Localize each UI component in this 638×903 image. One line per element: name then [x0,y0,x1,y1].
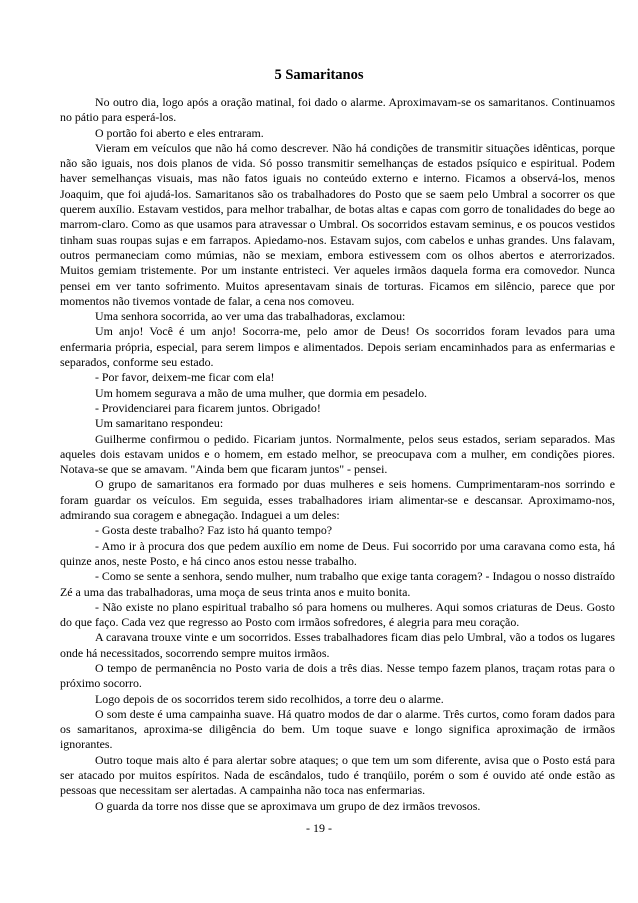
paragraph: Guilherme confirmou o pedido. Ficariam juntos. Normalmente, pelos seus estados, seriam separados. Mas aqueles dois estavam unidos e o homem, em estado melhor, se preocupava com a mulher, em condições piores. Notava-se que se amavam. "Ainda bem que ficaram juntos" - pensei. [60,431,615,477]
paragraph: - Por favor, deixem-me ficar com ela! [95,370,275,385]
paragraph: O tempo de permanência no Posto varia de dois a três dias. Nesse tempo fazem planos, traçam rotas para o próximo socorro. [60,660,615,691]
paragraph: Outro toque mais alto é para alertar sobre ataques; o que tem um som diferente, avisa que o Posto está para ser atacado por muitos espíritos. Nada de escândalos, tudo é tranqüilo, porém o som é ouvido até onde estão as pessoas que necessitam ser alertadas. A campainha não toca nas enfermarias. [60,752,615,798]
paragraph: Um samaritano respondeu: [95,416,224,431]
paragraph: Logo depois de os socorridos terem sido recolhidos, a torre deu o alarme. [95,691,444,706]
paragraph: - Gosta deste trabalho? Faz isto há quanto tempo? [95,523,333,538]
paragraph: - Não existe no plano espiritual trabalho só para homens ou mulheres. Aqui somos criaturas de Deus. Gosto do que faço. Cada vez que regresso ao Posto com irmãos sofredores, é alegria para meu coração. [60,599,615,630]
paragraph: - Amo ir à procura dos que pedem auxílio em nome de Deus. Fui socorrido por uma caravana como esta, há quinze anos, neste Posto, e há cinco anos estou nesse trabalho. [60,538,615,568]
paragraph: O grupo de samaritanos era formado por duas mulheres e seis homens. Cumprimentaram-nos sorrindo e foram guardar os veículos. Em seguida, esses trabalhadores iriam alimentar-se e descansar. Aproximamo-nos, admirando sua coragem e abnegação. Indaguei a um deles: [60,477,615,523]
chapter-body [60,95,615,814]
page-number: - 19 - [306,821,332,835]
paragraph: A caravana trouxe vinte e um socorridos. Esses trabalhadores ficam dias pelo Umbral, vão a todos os lugares onde há necessitados, socorrendo sempre muitos irmãos. [60,630,615,660]
paragraph: - Providenciarei para ficarem juntos. Obrigado! [95,400,321,415]
paragraph: O som deste é uma campainha suave. Há quatro modos de dar o alarme. Três curtos, como foram dados para os samaritanos, aproxima-se diligência do bem. Um toque suave e longo significa aproximação de irmãos ignorantes. [60,706,615,752]
paragraph: Uma senhora socorrida, ao ver uma das trabalhadoras, exclamou: [95,309,406,324]
paragraph: Vieram em veículos que não há como descrever. Não há condições de transmitir situações idênticas, porque não são iguais, nos dois planos de vida. Só posso transmitir semelhanças de estados psíquico e espiritual. Podem haver semelhanças visuais, mas não fatos iguais no conteúdo externo e interno. Ficamos a observá-los, menos Joaquim, que foi ajudá-los. Samaritanos são os trabalhadores do Posto que se saem pelo Umbral a socorrer os que querem auxílio. Estavam vestidos, para melhor trabalhar, de botas altas e capas com gorro de tonalidades do bege ao marrom-claro. Como as que usamos para atravessar o Umbral. Os socorridos estavam seminus, e os poucos vestidos tinham suas roupas sujas e em farrapos. Apiedamo-nos. Estavam sujos, com cabelos e unhas grandes. Uns falavam, outros permaneciam como múmias, não se mexiam, embora estivessem com os olhos abertos e aterrorizados. Muitos gemiam tristemente. Por um instante entristeci. Ver aqueles irmãos daquela forma era comovedor. Nunca pensei em ver tanto sofrimento. Muitos apresentavam sinais de torturas. Ficamos em silêncio, parece que por momentos não tivemos vontade de falar, a cena nos comoveu. [60,140,615,308]
paragraph: No outro dia, logo após a oração matinal, foi dado o alarme. Aproximavam-se os samaritanos. Continuamos no pátio para esperá-los. [60,95,615,125]
paragraph: O guarda da torre nos disse que se aproximava um grupo de dez irmãos trevosos. [95,798,481,813]
paragraph: Um anjo! Você é um anjo! Socorra-me, pelo amor de Deus! Os socorridos foram levados para uma enfermaria própria, especial, para serem limpos e alimentados. Depois seriam encaminhados para as enfermarias e separados, conforme seu estado. [60,324,615,370]
paragraph: Um homem segurava a mão de uma mulher, que dormia em pesadelo. [95,385,428,400]
paragraph: O portão foi aberto e eles entraram. [95,125,264,140]
paragraph: - Como se sente a senhora, sendo mulher, num trabalho que exige tanta coragem? - Indagou o nosso distraído Zé a uma das trabalhadoras, uma moça de seus trinta anos e muito bonita. [60,569,615,599]
chapter-title: 5 Samaritanos [274,67,364,83]
